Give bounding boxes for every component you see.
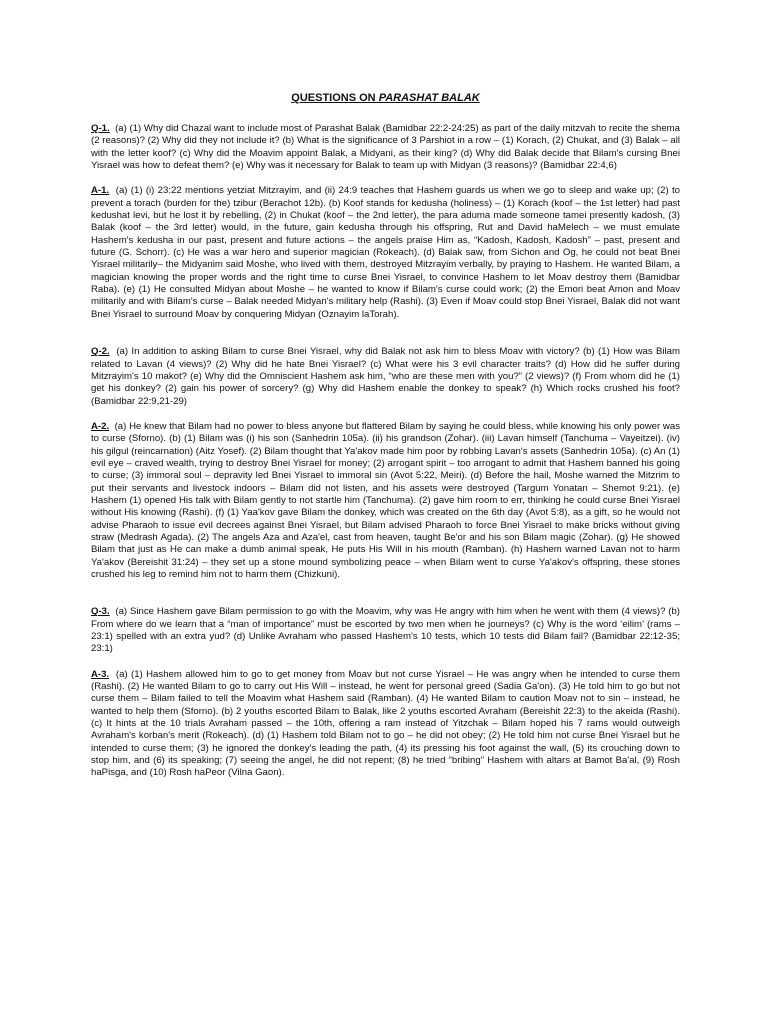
question-2-label: Q-2. [91,346,110,358]
answer-1-text: (a) (1) (i) 23:22 mentions yetziat Mitzrayim, and (ii) 24:9 teaches that Hashem guards us when we go to sleep and wake up; (2) to prevent a torach (burden for the) tzibur (Berachot 12b). (b) Koof stands for kedusha (holiness) – (1) Korach (koof – the 1st letter) had past kedushat levi, but he lost it by rebelling, (2) in Chukat (koof – the 2nd letter), the para aduma made someone tamei presently kadosh, (3) Balak (koof – the 3rd letter) would, in the future, gain kedusha through his offspring, Rut and David haMelech – we must emulate Hashem's kedusha in our past, present and future actions – the angels praise Him as, “Kadosh, Kadosh, Kadosh” – past, present and future (G. Schorr). (c) He was a war hero and superior magician (Rokeach). (d) Balak saw, from Sichon and Og, he could not beat Bnei Yisrael militarily– the Midyanim said Moshe, who lived with them, destroyed Mitzrayim verbally, by praying to Hashem. He wanted Bilam, a magician knowing the proper words and the right time to curse Bnei Yisrael, to convince Hashem to let Moav destroy them (Bamidbar Raba). (e) (1) He consulted Midyan about Moshe – he wanted to know if Bilam's curse could work; (2) the Emori beat Amon and Moav militarily and with Bilam's curse – Balak needed Midyan's military help (Rashi). (3) Even if Moav could stop Bnei Yisrael, Balak did not want Bnei Yisrael to surround Moav by conquering Midyan (Oznayim laTorah). [91,185,680,320]
title-parasha: PARASHAT BALAK [378,92,480,104]
question-1-label: Q-1. [91,123,110,134]
title-prefix: QUESTIONS ON [291,92,379,104]
question-1 [91,123,680,172]
answer-3-label: A-3. [91,668,110,680]
answer-2-text: (a) He knew that Bilam had no power to bless anyone but flattered Bilam by saying he could bless, while knowing his only power was to curse (Sforno). (b) (1) Bilam was (i) his son (Sanhedrin 105a). (ii) his grandson (Zohar). (iii) Lavan himself (Tanchuma – Vayeitzei). (iv) his gilgul (reincarnation) (Aitz Yosef). (2) Bilam thought that Ya'akov made him poor by robbing Lavan's assets (Sanhedrin 105a). (c) An (1) evil eye – craved wealth, trying to destroy Bnei Yisrael for money; (2) arrogant spirit – too arrogant to admit that Hashem banned his going to curse; (3) immoral soul – depravity led Bnei Yisrael to immoral sin (Avot 5:22, Meiri). (d) Before the hail, Moshe warned the Mitzrim to put their servants and livestock indoors – Bilam did not listen, and his assets were destroyed (Targum Yonatan – Shemot 9:21). (e) Hashem (1) opened His talk with Bilam gently to not startle him (Tanchuma). (2) gave him room to err, thinking he could curse Bnei Yisrael without His knowing (Rashi). (f) (1) Yaa'kov gave Bilam the donkey, which was created on the 6th day (Avot 5:8), as a gift, so he would not advise Pharaoh to issue evil decrees against Bnei Yisrael, but Bilam advised Pharaoh to force Bnei Yisrael to make bricks without giving straw (Medrash Agada). (2) The angels Aza and Aza'el, cast from heaven, taught Be'or and his son Bilam magic (Zohar). (g) He showed Bilam that just as He can make a dumb animal speak, He puts His Will in his mouth (Ramban). (h) Hashem warned Lavan not to harm Ya'akov (Bereishit 31:24) – they set up a stone mound symbolizing peace – when Bilam went to curse Ya'akov's offspring, these stones crushed his leg to remind him not to harm them (Chizkuni). [91,420,680,580]
answer-3-text: (a) (1) Hashem allowed him to go to get money from Moav but not curse Yisrael – He was angry when he intended to curse them (Rashi). (2) He wanted Bilam to go to carry out His Will – instead, he went for personal greed (Sadia Ga'on). (3) He told him to go but not curse them – Bilam failed to tell the Moavim what Hashem said (Ramban). (4) He wanted Bilam to caution Moav not to sin – instead, he wanted to help them (Sforno). (b) 2 youths escorted Bilam to Balak, like 2 youths escorted Avraham (Bereishit 22:3) to the akeida (Rashi). (c) It hints at the 10 trials Avraham passed – the 10th, offering a ram instead of Yitzchak – Bilam hoped his 7 rams would outweigh Avraham's korban's merit (Rokeach). (d) (1) Hashem told Bilam not to go – he did not obey; (2) He told him not curse Bnei Yisrael but he intended to curse them; (3) he ignored the donkey's leading the path, (4) its pressing his foot against the wall, (5) its crouching down to stop him, and (6) its speaking; (7) seeing the angel, he did not repent; (8) he tried “bribing” Hashem with altars at Bamot Ba'al, (9) Rosh haPisga, and (10) Rosh haPeor (Vilna Gaon). [91,668,680,779]
answer-2 [91,421,680,581]
question-2-text: (a) In addition to asking Bilam to curse Bnei Yisrael, why did Balak not ask him to bless Moav with victory? (b) (1) How was Bilam related to Lavan (4 views)? (2) Why did he hate Bnei Yisrael? (c) What were his 3 evil character traits? (d) How did he suffer during Mitzrayim's 10 makot? (e) Why did the Omniscient Hashem ask him, “who are these men with you?” (2 views)? (f) From whom did he (1) get his donkey? (2) gain his power of sorcery? (g) Why did Hashem enable the donkey to speak? (h) Which rocks crushed his foot? (Bamidbar 22:9,21-29) [91,346,680,407]
question-3 [91,606,680,655]
answer-2-label: A-2. [91,420,110,432]
question-2 [91,346,680,408]
page-title [91,92,680,104]
answer-3 [91,669,680,780]
question-3-label: Q-3. [91,606,110,618]
question-1-text: (a) (1) Why did Chazal want to include most of Parashat Balak (Bamidbar 22:2-24:25) as part of the daily mitzvah to recite the shema (2 reasons)? (2) Why did they not include it? (b) What is the significance of 3 Parshiot in a row – (1) Korach, (2) Chukat, and (3) Balak – all with the letter koof? (c) Why did the Moavim appoint Balak, a Midyani, as their king? (d) Why did Balak decide that Bilam's cursing Bnei Yisrael was how to defeat them? (e) Why was it necessary for Balak to team up with Midyan (3 reasons)? (Bamidbar 22:4,6) [91,123,680,172]
answer-1 [91,185,680,321]
answer-1-label: A-1. [91,185,110,197]
question-3-text: (a) Since Hashem gave Bilam permission to go with the Moavim, why was He angry with him when he went with them (4 views)? (b) From where do we learn that a “man of importance” must be escorted by two men when he journeys? (c) Why is the word ‘eilim’ (rams – 23:1) spelled with an extra yud? (d) Unlike Avraham who passed Hashem's 10 tests, which 10 tests did Bilam fail? (Bamidbar 22:12-35; 23:1) [91,606,680,655]
